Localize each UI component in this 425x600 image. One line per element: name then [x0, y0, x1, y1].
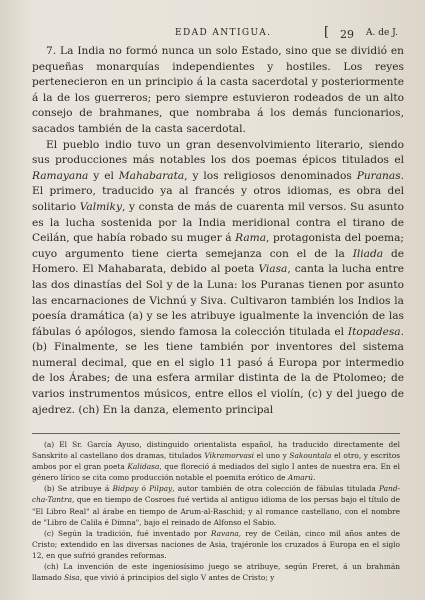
- text-run: , que vivió á principios del siglo V antes de Cristo; y: [79, 573, 275, 583]
- text-run: En la danza, elemento principal: [99, 403, 274, 416]
- running-head: A. de J.: [366, 28, 398, 38]
- text-run: Amarú: [287, 473, 313, 483]
- text-run: Kalidasa: [127, 462, 160, 472]
- main-text: [32, 44, 404, 418]
- text-run: .: [312, 473, 316, 483]
- text-run: , protagonista del poema; cuyo argumento tiene cierta semejanza con el de la: [32, 232, 404, 260]
- header-bracket: [: [324, 25, 330, 40]
- text-run: . El primero, traducido ya al francés y otros idiomas, es obra del solitario: [32, 169, 404, 213]
- character-name: Rama: [235, 232, 267, 245]
- footnote-a: [32, 439, 400, 483]
- text-run: y del juego de ajedrez.: [32, 388, 404, 416]
- footnote-ref: (c): [307, 388, 323, 401]
- text-run: ó: [138, 484, 150, 494]
- text-run: , rey de Ceilán, cinco mil años antes de Cristo; extendido en las diversas naciones de Asia, trajéronle los cruzados á Europa en el siglo 12, en que sufrió grandes reformas.: [32, 528, 400, 560]
- text-run: el otro, y escritos ambos por el gran poeta: [32, 451, 400, 472]
- text-run: .: [400, 325, 404, 338]
- footnote-c: [32, 528, 400, 561]
- paragraph-india-states: [32, 44, 404, 138]
- work-title: Mahabarata: [118, 169, 185, 182]
- section-title: EDAD ANTIGUA.: [175, 28, 272, 38]
- footnote-ref: (ch): [78, 403, 100, 416]
- paragraph-india-literature: [32, 138, 404, 419]
- text-run: Bidpay: [112, 484, 139, 494]
- text-run: (a) El Sr. García Ayuso, distinguido orientalista español, ha traducido directamente del Sanskrito al castellano dos dramas, titulados: [32, 440, 400, 461]
- footnote-b: [32, 483, 400, 527]
- work-title: Itopadesa: [347, 325, 401, 338]
- footnote-ref: (b): [32, 341, 48, 354]
- page-header: [0, 25, 425, 42]
- text-run: , canta la lucha entre las dos dinastías del Sol y de la Luna: los Puranas tienen por asunto las encarnaciones de Vichnú y Siva. Cultivaron también los Indios la poesía dramática: [32, 263, 405, 323]
- text-run: Sisa: [64, 573, 80, 583]
- author-name: Viasa: [258, 263, 288, 276]
- text-run: (ch) La invención de este ingeniosísimo juego se atribuye, según Freret, á un brahmán llamado: [32, 562, 400, 583]
- text-run: Finalmente, se les tiene también por inventores del sistema numeral decimal, que en el siglo 11 pasó á Europa por intermedio de los Árabes; de una esfera armilar distinta de la de Ptolomeo; de varios instrumentos músicos, entre ellos el violín,: [32, 341, 404, 401]
- text-run: de Homero. El Mahabarata, debido al poeta: [32, 247, 405, 276]
- text-run: Pand-cha-Tantra: [32, 484, 400, 505]
- text-run: , autor también de otra colección de fábulas titulada: [172, 484, 379, 494]
- page-number: 29: [340, 28, 354, 41]
- text-run: El pueblo indio tuvo un gran desenvolvimiento literario, siendo sus producciones más notables los dos poemas épicos titulados el: [32, 138, 404, 167]
- text-run: y se les atribuye igualmente la invención de las fábulas ó apólogos, siendo famosa la colección titulada el: [32, 310, 404, 338]
- text-run: Pilpay: [149, 484, 173, 494]
- work-title: Ramayana: [32, 169, 89, 182]
- work-title: Puranas: [356, 169, 401, 182]
- text-run: Ravana: [210, 528, 239, 538]
- text-run: , y consta de más de cuarenta mil versos. Su asunto es la lucha sostenida por la India meridional contra el tirano de Ceilán, que había robado su muger á: [32, 200, 404, 245]
- footnotes: [32, 433, 400, 583]
- text-run: (b) Se atribuye á: [44, 484, 113, 494]
- text-run: Sakountala: [289, 451, 332, 461]
- text-run: 7. La India no formó nunca un solo Estado, sino que se dividió en pequeñas monarquías independientes y hostiles. Los reyes pertenecieron en un principio á la casta sacerdotal y posteriormente á la de los guerreros; pero siempre estuvieron rodeados de un alto consejo de brahmanes, que nombraba á los demás funcionarios, sacados también de la casta sacerdotal.: [32, 45, 404, 135]
- text-run: el uno y: [254, 451, 290, 461]
- author-name: Valmiky: [79, 200, 122, 213]
- text-run: , que floreció á mediados del siglo I antes de nuestra era. En el género lírico se cita como producción notable el poemita erótico de: [32, 462, 400, 483]
- text-run: , que en tiempo de Cosroes fué vertida al antiguo idioma de los persas bajo el título de "El Libro Real" al árabe en tiempo de Arum-al-Raschid; y al romance castellano, con el nombre de "Libro de Calila é Dimna", bajo el reinado de Alfonso el Sabio.: [32, 495, 400, 527]
- text-run: , y los religiosos denominados: [184, 169, 357, 182]
- text-run: (c) Según la tradición, fué inventado por: [44, 528, 211, 538]
- footnote-ref: (a): [128, 310, 143, 323]
- work-title: Iliada: [352, 247, 384, 260]
- text-run: y el: [88, 169, 119, 182]
- text-run: Vikramorvasi: [204, 451, 255, 461]
- footnote-ch: [32, 561, 400, 583]
